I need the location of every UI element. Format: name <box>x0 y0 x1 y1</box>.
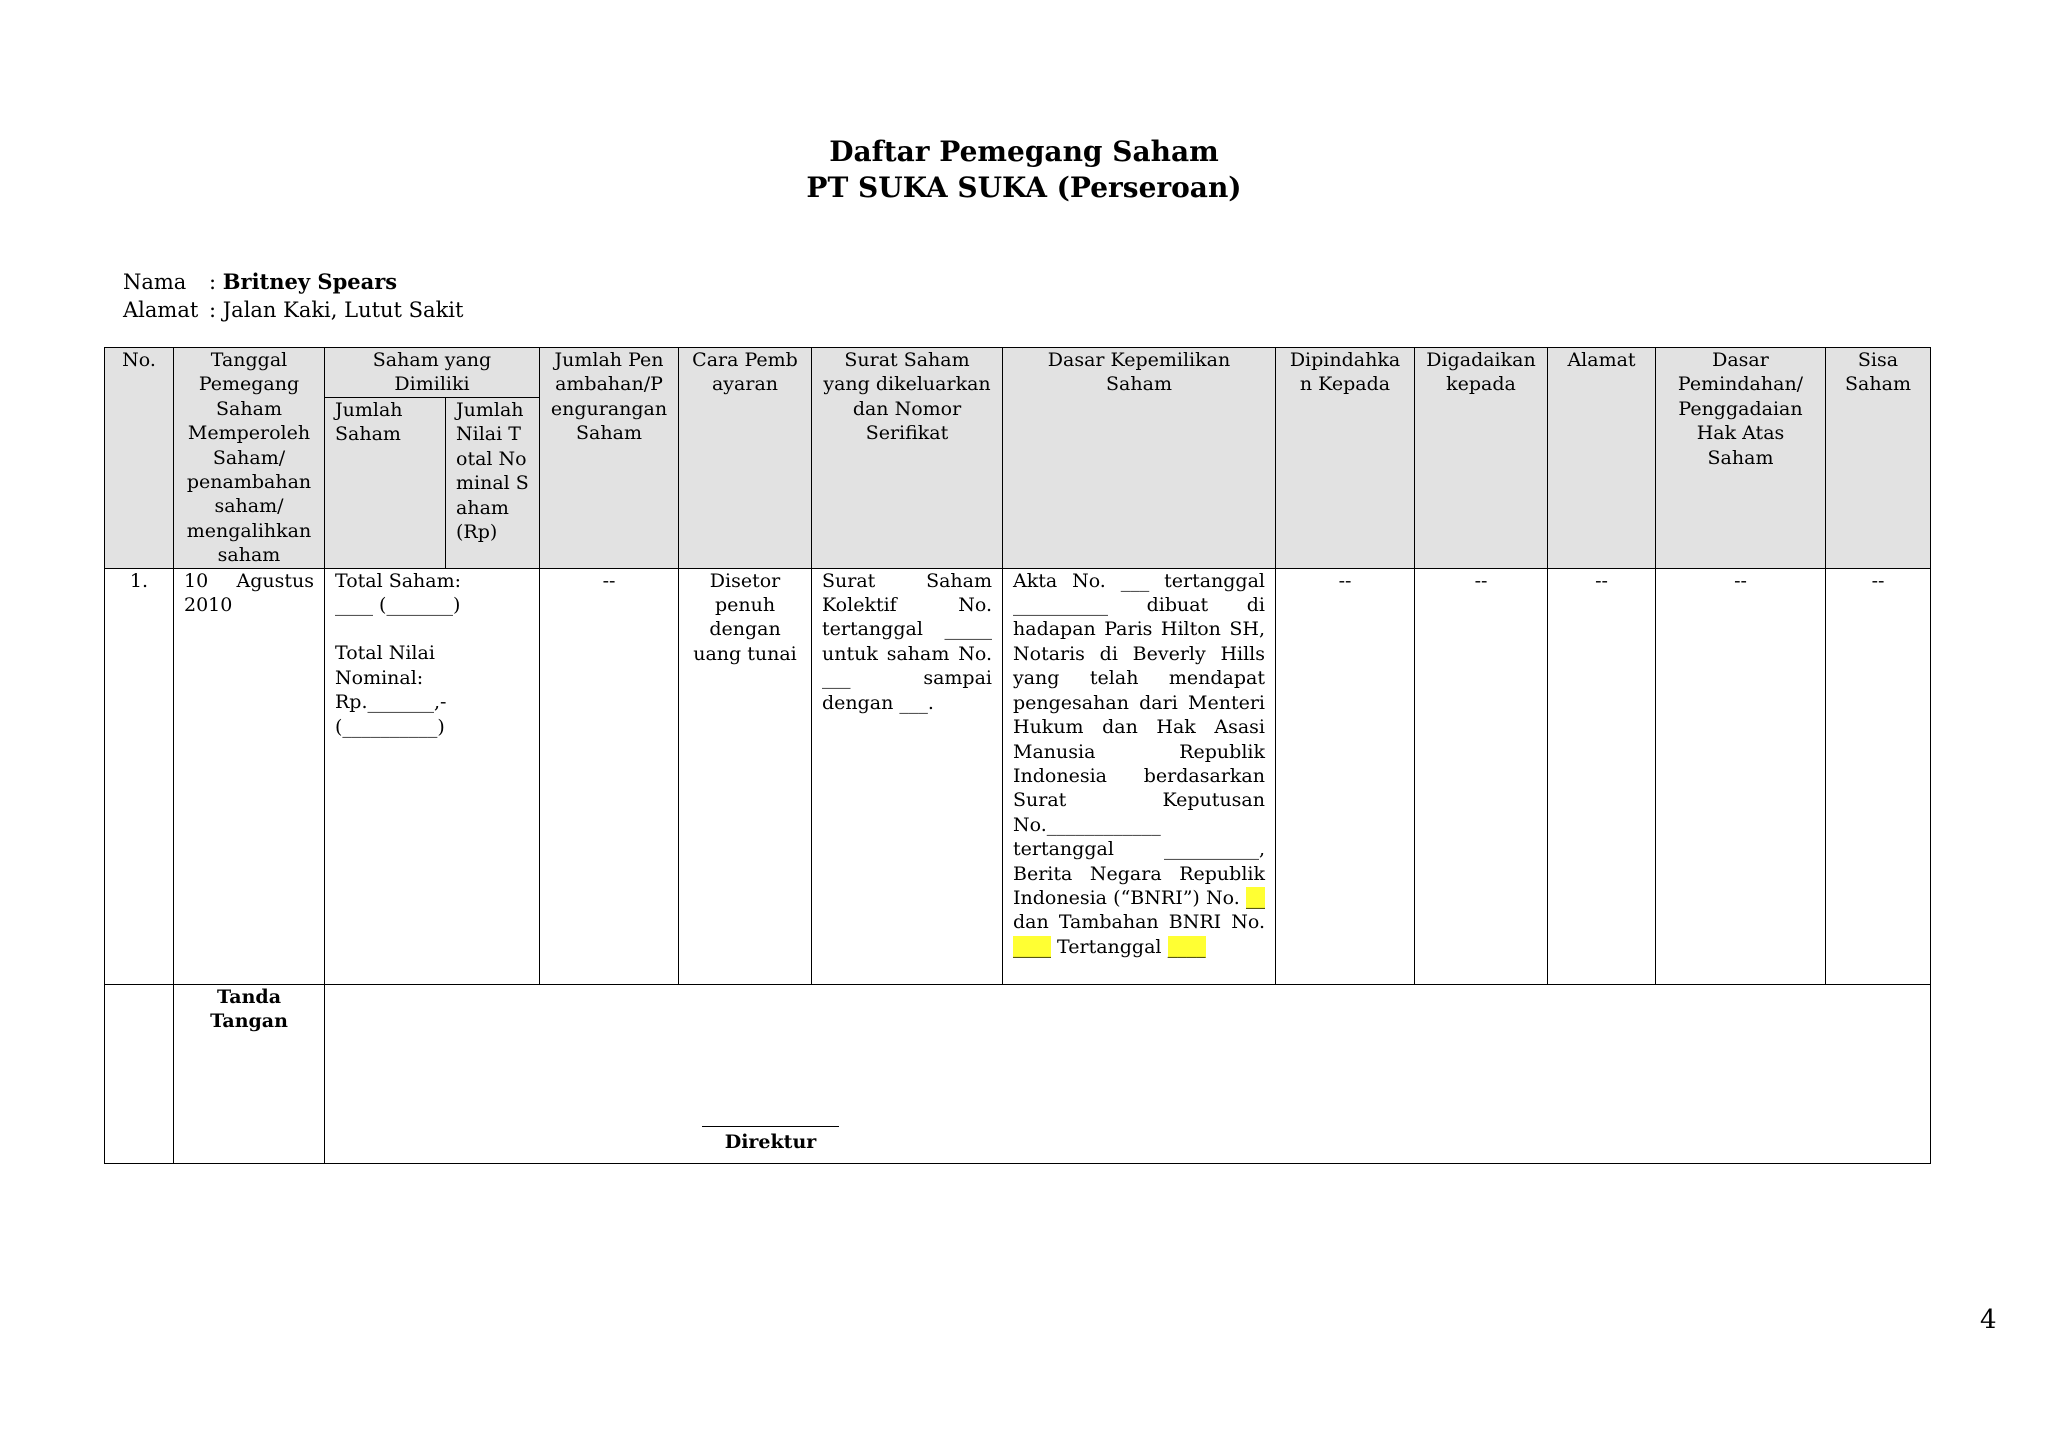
row-jumlah-penambahan: -- <box>540 568 679 984</box>
dasar-highlight-tanggal: ____ <box>1167 935 1206 958</box>
row-dasar-pemindahan: -- <box>1656 568 1826 984</box>
page-number: 4 <box>1980 1305 1997 1335</box>
row-alamat: -- <box>1548 568 1656 984</box>
header-jumlah-saham: Jumlah Saham <box>325 398 446 569</box>
row-dasar-kepemilikan <box>1003 568 1276 984</box>
dasar-text-tail: Tertanggal <box>1057 935 1162 958</box>
header-sisa-saham: Sisa Saham <box>1826 348 1931 569</box>
signature-role: Direktur <box>724 1130 817 1153</box>
table-row <box>105 568 1931 984</box>
header-tanggal: Tanggal Pemegang Saham Memperoleh Saham/ penambahan saham/ mengalihkan saham <box>174 348 325 569</box>
company-title: PT SUKA SUKA (Perseroan) <box>806 171 1242 204</box>
header-dipindahkan: Dipindahkan Kepada <box>1276 348 1415 569</box>
header-jumlah-nilai: Jumlah Nilai Total Nominal Saham (Rp) <box>446 398 540 569</box>
dasar-text-mid: dan Tambahan BNRI No. <box>1013 911 1265 934</box>
header-surat-saham: Surat Saham yang dikeluarkan dan Nomor Serifikat <box>812 348 1003 569</box>
total-nilai-label: Total Nilai Nominal: <box>335 642 435 689</box>
header-digadaikan: Digadaikan kepada <box>1415 348 1548 569</box>
alamat-line <box>123 296 463 324</box>
row-sisa-saham: -- <box>1826 568 1931 984</box>
dasar-text-main: Akta No. ___ tertanggal __________ dibuat di hadapan Paris Hilton SH, Notaris di Beverly Hills yang telah mendapat pengesahan dari Menteri Hukum dan Hak Asasi Manusia Republik Indonesia berdasarkan Surat Keputusan No.____________ tertanggal __________, Berita Negara Republik Indonesia (“BNRI”) No. <box>1013 569 1265 909</box>
header-jumlah-penambahan: Jumlah Penambahan/Pengurangan Saham <box>540 348 679 569</box>
total-nilai-words: (__________) <box>335 715 445 738</box>
signature-label: Tanda Tangan <box>174 984 325 1163</box>
row-digadaikan: -- <box>1415 568 1548 984</box>
signature-empty-cell <box>105 984 174 1163</box>
header-alamat: Alamat <box>1548 348 1656 569</box>
header-cara-pembayaran: Cara Pembayaran <box>679 348 812 569</box>
nama-value: Britney Spears <box>222 269 398 294</box>
document-title: Daftar Pemegang Saham <box>829 135 1219 168</box>
alamat-label: Alamat <box>123 298 199 322</box>
nama-label: Nama <box>123 270 187 294</box>
header-dasar-kepemilikan: Dasar Kepemilikan Saham <box>1003 348 1276 569</box>
total-saham-value: ____ (_______) <box>335 594 461 617</box>
row-tanggal: 10 Agustus 2010 <box>174 568 325 984</box>
total-nilai-value: Rp._______,- <box>335 691 447 714</box>
signature-area <box>325 984 1931 1163</box>
header-no: No. <box>105 348 174 569</box>
header-saham-dimiliki: Saham yang Dimiliki <box>325 348 540 398</box>
signature-line <box>702 1126 839 1127</box>
row-dipindahkan: -- <box>1276 568 1415 984</box>
row-saham-dimiliki <box>325 568 540 984</box>
total-saham-label: Total Saham: <box>335 569 462 592</box>
nama-line <box>123 268 397 296</box>
dasar-highlight-tambahan-no: ____ <box>1013 935 1051 958</box>
row-no: 1. <box>105 568 174 984</box>
shareholder-register-table <box>104 347 1931 1164</box>
header-dasar-pemindahan: Dasar Pemindahan/ Penggadaian Hak Atas Saham <box>1656 348 1826 569</box>
alamat-value: : Jalan Kaki, Lutut Sakit <box>209 298 464 322</box>
dasar-highlight-bnri-no: __ <box>1246 886 1265 909</box>
row-surat-saham: Surat Saham Kolektif No. tertanggal _____ untuk saham No. ___ sampai dengan ___. <box>812 568 1003 984</box>
nama-separator: : <box>209 270 223 294</box>
row-cara-pembayaran: Disetor penuh dengan uang tunai <box>679 568 812 984</box>
signature-row <box>105 984 1931 1163</box>
